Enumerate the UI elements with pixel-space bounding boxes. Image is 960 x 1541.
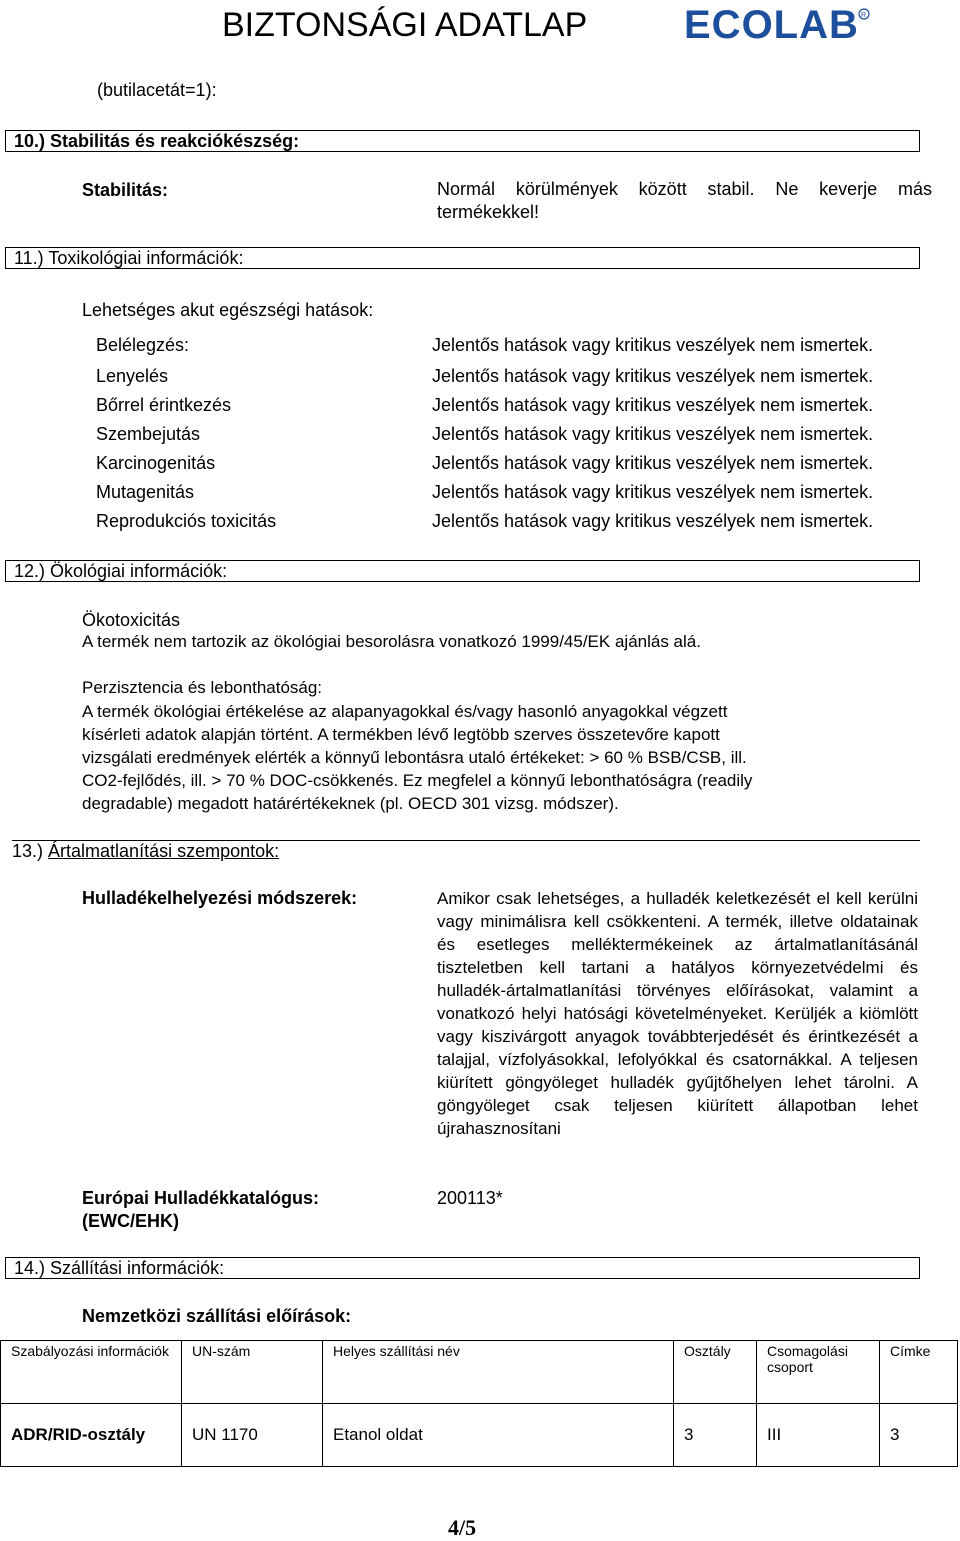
disposal-text: Amikor csak lehetséges, a hulladék keletkezését el kell kerülni vagy minimálisra kell csökkenteni. A termék, illetve oldatainak és esetleges melléktermékeinek az ártalmatlanításánál tiszteletben kell tartani a hatályos környezetvédelmi és hulladék-ártalmatlanítási törvényes előírásokat, valamint a vonatkozó helyi hatósági követelményeket. Kerüljék a kiömlött vagy kiszivárgott anyagok továbbterjedését és érintkezését a talajjal, vízfolyásokkal, lefolyókkal és csatornákkal. A teljesen kiürített göngyöleget hulladék gyűjtőhelyen lehet tárolni. A göngyöleget csak teljesen kiürített állapotban lehet újrahasznosítani [437, 889, 918, 1138]
persistence-line: kísérleti adatok alapján történt. A termékben lévő legtöbb szerves összetevőre kapott [82, 725, 720, 744]
hazard-label: Belélegzés: [96, 335, 190, 355]
hazard-label: Mutagenitás [96, 482, 195, 502]
svg-text:R: R [861, 12, 867, 19]
ewc-label-line-2: (EWC/EHK) [82, 1211, 179, 1231]
ewc-code: 200113* [437, 1188, 503, 1208]
persistence-line: degradable) megadott határértékeknek (pl. OECD 301 vizsg. módszer). [82, 794, 619, 813]
persistence-line: vizsgálati eredmények elérték a könnyű lebontásra utaló értékeket: > 60 % BSB/CSB, ill. [82, 748, 747, 767]
hazard-label: Bőrrel érintkezés [96, 395, 232, 415]
section-14-title: 14.) Szállítási információk: [14, 1258, 225, 1278]
hazard-value: Jelentős hatások vagy kritikus veszélyek nem ismertek. [432, 482, 874, 502]
header-cell: Csomagolási csoport [757, 1341, 880, 1404]
header-cell: Osztály [674, 1341, 757, 1404]
top-fragment: (butilacetát=1): [97, 80, 217, 100]
hazard-value: Jelentős hatások vagy kritikus veszélyek nem ismertek. [432, 424, 874, 444]
hazard-value: Jelentős hatások vagy kritikus veszélyek nem ismertek. [432, 453, 874, 473]
section-12-title: 12.) Ökológiai információk: [14, 561, 228, 581]
table-cell: 3 [674, 1404, 757, 1467]
ewc-label-line-1: Európai Hulladékkatalógus: [82, 1188, 320, 1208]
table-cell: ADR/RID-osztály [1, 1404, 182, 1467]
disposal-label: Hulladékelhelyezési módszerek: [82, 888, 358, 908]
stability-value [437, 178, 932, 224]
hazard-value: Jelentős hatások vagy kritikus veszélyek nem ismertek. [432, 335, 874, 355]
header-cell: Szabályozási információk [1, 1341, 182, 1404]
section-13-title: Ártalmatlanítási szempontok: [48, 841, 280, 861]
logo-text: ECOLAB [684, 4, 859, 46]
hazard-label: Karcinogenitás [96, 453, 216, 473]
stability-line-1: Normál körülmények között stabil. Ne keverje más [437, 179, 932, 199]
stability-label: Stabilitás: [82, 180, 169, 200]
hazard-label: Reprodukciós toxicitás [96, 511, 277, 531]
section-10-title: 10.) Stabilitás és reakciókészség: [14, 131, 300, 151]
ecotoxicity-text: A termék nem tartozik az ökológiai besorolásra vonatkozó 1999/45/EK ajánlás alá. [82, 632, 701, 651]
header-cell: UN-szám [182, 1341, 323, 1404]
stability-line-2: termékekkel! [437, 202, 540, 222]
transport-table-header-row [1, 1341, 958, 1404]
document-title: BIZTONSÁGI ADATLAP [222, 6, 588, 44]
hazard-label: Lenyelés [96, 366, 169, 386]
header-cell: Címke [880, 1341, 958, 1404]
table-cell: UN 1170 [182, 1404, 323, 1467]
section-10-header [5, 130, 920, 152]
table-cell: III [757, 1404, 880, 1467]
transport-table [0, 1340, 958, 1467]
section-11-title: 11.) Toxikológiai információk: [14, 248, 244, 268]
hazard-value: Jelentős hatások vagy kritikus veszélyek nem ismertek. [432, 395, 874, 415]
persistence-heading: Perzisztencia és lebonthatóság: [82, 678, 323, 697]
section-14-header [5, 1257, 920, 1279]
acute-effects-heading: Lehetséges akut egészségi hatások: [82, 300, 374, 320]
hazard-value: Jelentős hatások vagy kritikus veszélyek nem ismertek. [432, 366, 874, 386]
section-12-header [5, 560, 920, 582]
persistence-text [82, 700, 882, 815]
hazard-label: Szembejutás [96, 424, 201, 444]
page-number: 4/5 [448, 1515, 477, 1540]
section-13-header [12, 840, 920, 862]
persistence-line: A termék ökológiai értékelése az alapanyagokkal és/vagy hasonló anyagokkal végzett [82, 702, 728, 721]
persistence-line: CO2-fejlődés, ill. > 70 % DOC-csökkenés. Ez megfelel a könnyű lebonthatóságra (readily [82, 771, 753, 790]
intl-transport-heading: Nemzetközi szállítási előírások: [82, 1306, 352, 1326]
table-row [1, 1404, 958, 1467]
table-cell: Etanol oldat [323, 1404, 674, 1467]
table-cell: 3 [880, 1404, 958, 1467]
ecotoxicity-heading: Ökotoxicitás [82, 610, 181, 630]
ecolab-logo [684, 4, 874, 51]
hazard-value: Jelentős hatások vagy kritikus veszélyek nem ismertek. [432, 511, 874, 531]
section-13-number: 13.) [12, 841, 49, 861]
header-cell: Helyes szállítási név [323, 1341, 674, 1404]
section-11-header [5, 247, 920, 269]
